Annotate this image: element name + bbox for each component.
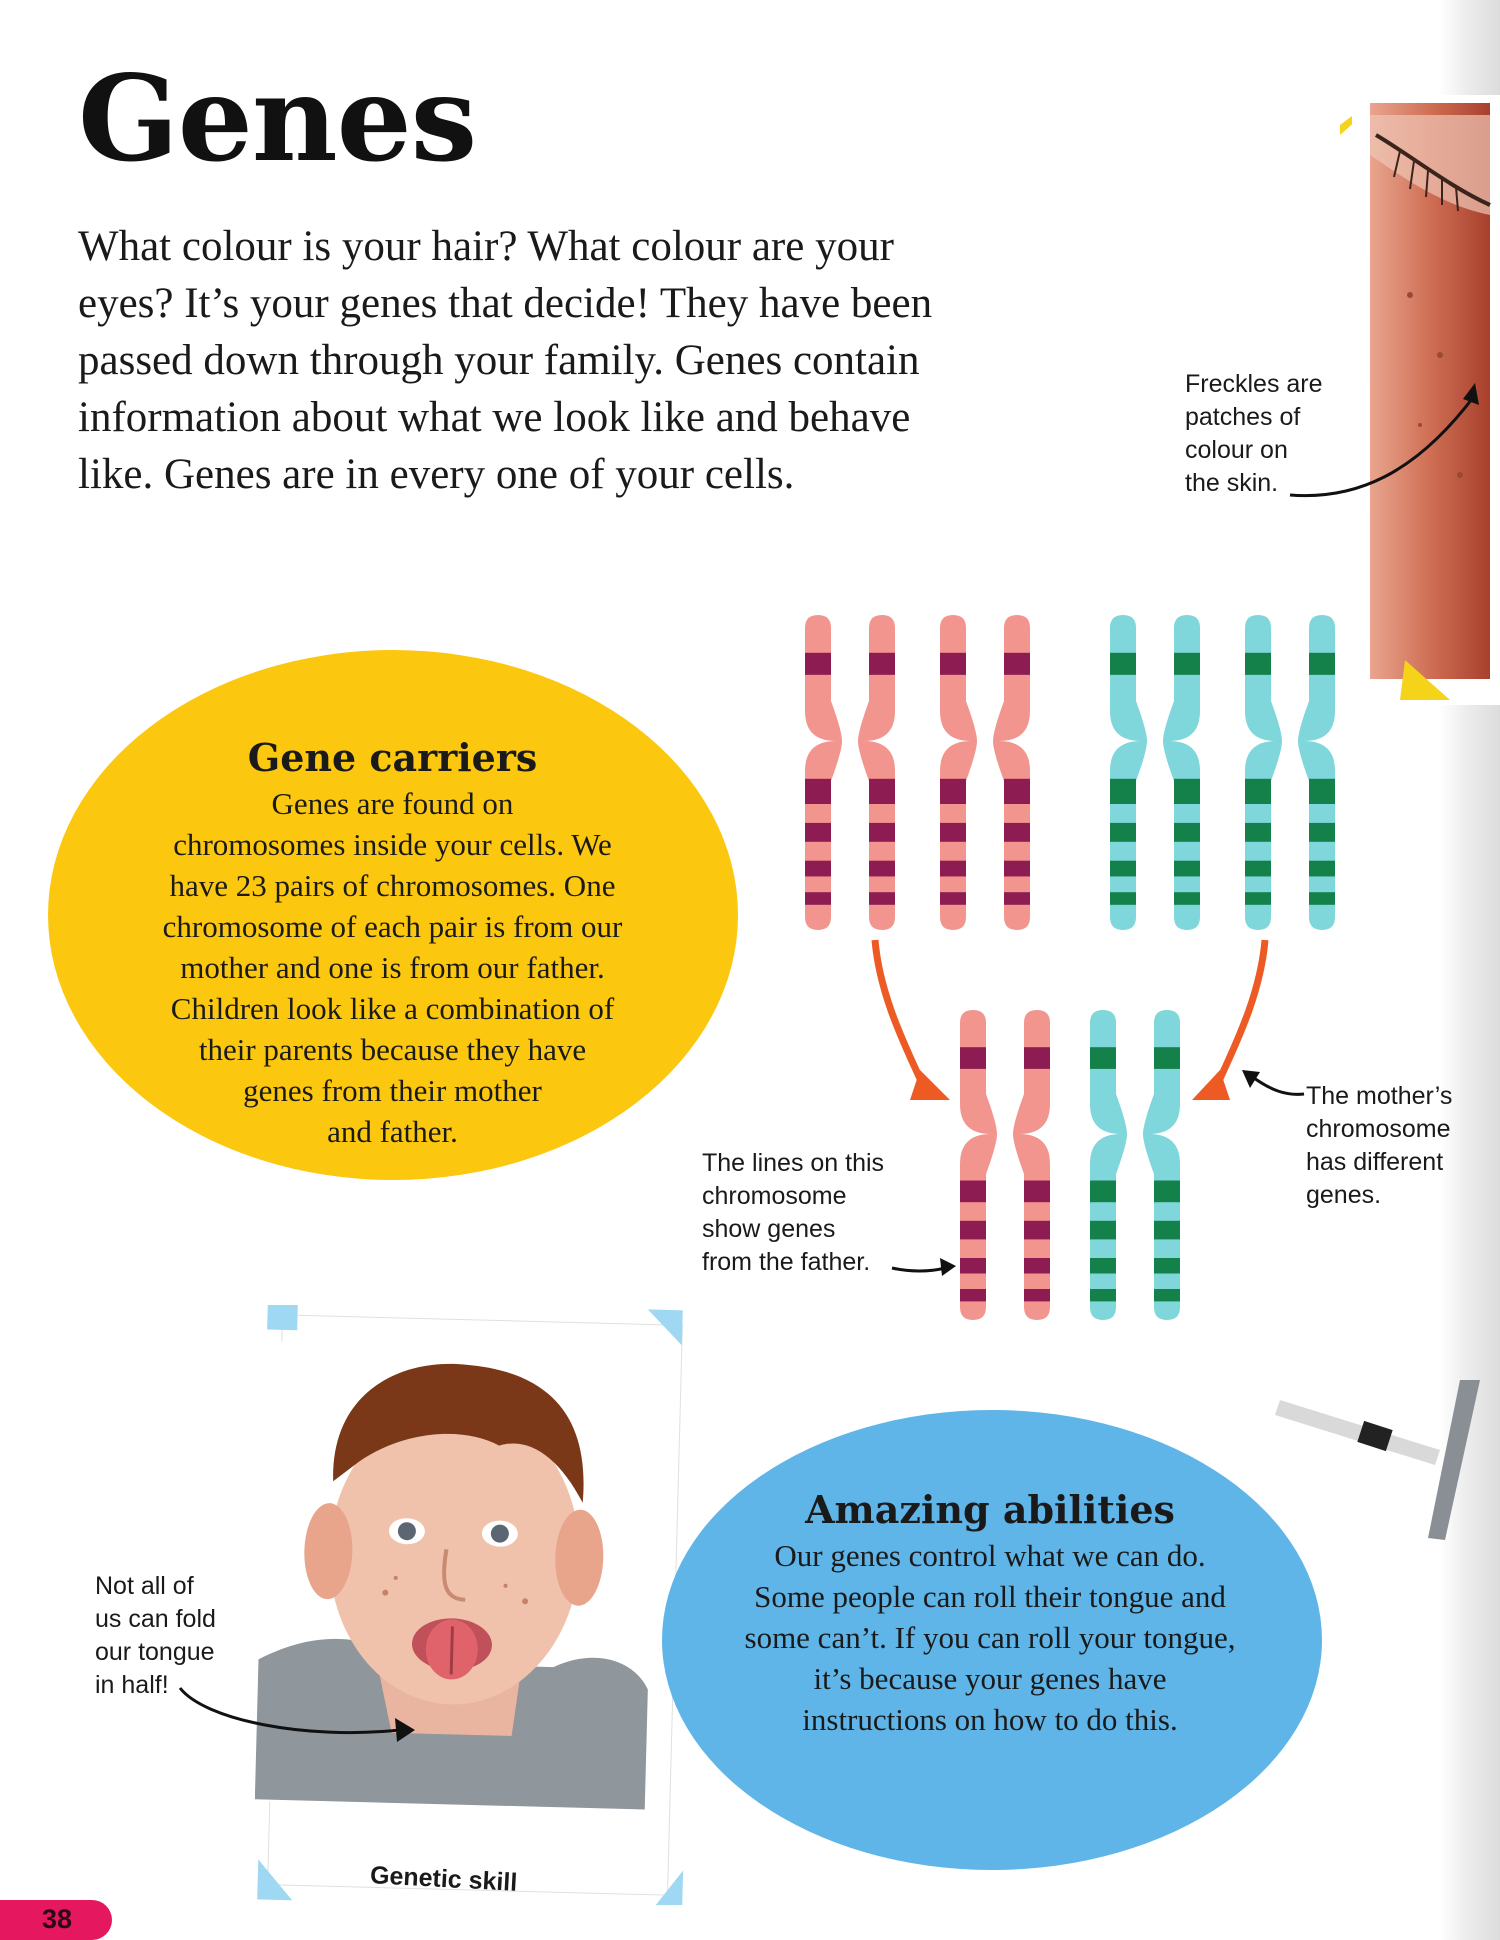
tongue-arrow — [175, 1680, 435, 1750]
boy-photo-card — [255, 1305, 695, 1905]
page-number: 38 — [42, 1904, 73, 1934]
amazing-abilities-body: Our genes control what we can do. Some people can roll their tongue and some can’t. If you can roll your tongue, it’s because your genes have instructions on how to do this. — [744, 1538, 1236, 1737]
mother-chromosome-2 — [1245, 615, 1335, 930]
gene-carriers-title: Gene carriers — [247, 735, 538, 780]
arrow-father-to-child — [875, 940, 925, 1090]
child-father-chromosome — [960, 1010, 1050, 1320]
child-mother-chromosome — [1090, 1010, 1180, 1320]
mother-chromosome-1 — [1110, 615, 1200, 930]
father-caption-arrow — [890, 1250, 960, 1280]
amazing-abilities-title: Amazing abilities — [805, 1487, 1175, 1532]
amazing-abilities-text — [680, 1485, 1300, 1740]
gene-carriers-body: Genes are found on chromosomes inside your cells. We have 23 pairs of chromosomes. One chromosome of each pair is from our mother and one is from our father. Children look like a combination of their parents because they have genes from their mother and father. — [162, 786, 623, 1149]
tongue-caption: Not all of us can fold our tongue in half! — [95, 1572, 216, 1699]
photo-caption: Genetic skill — [369, 1861, 518, 1897]
freckles-caption: Freckles are patches of colour on the skin. — [1185, 370, 1323, 497]
page-title: Genes — [78, 49, 477, 188]
mother-caption-arrow — [1236, 1066, 1306, 1106]
father-chromosome-2 — [940, 615, 1030, 930]
father-chromosome-1 — [805, 615, 895, 930]
freckles-arrow — [1285, 375, 1485, 505]
gene-carriers-text — [100, 733, 685, 1152]
mother-chromosome-caption: The mother’s chromosome has different genes. — [1306, 1082, 1453, 1209]
intro-paragraph: What colour is your hair? What colour are your eyes? It’s your genes that decide! They have been passed down through your family. Genes contain information about what we look like and behave like. Genes are in every one of your cells. — [78, 223, 933, 498]
father-chromosome-caption: The lines on this chromosome show genes from the father. — [702, 1149, 885, 1276]
page-number-tab — [0, 1900, 112, 1940]
pencil-object — [1270, 1370, 1500, 1550]
